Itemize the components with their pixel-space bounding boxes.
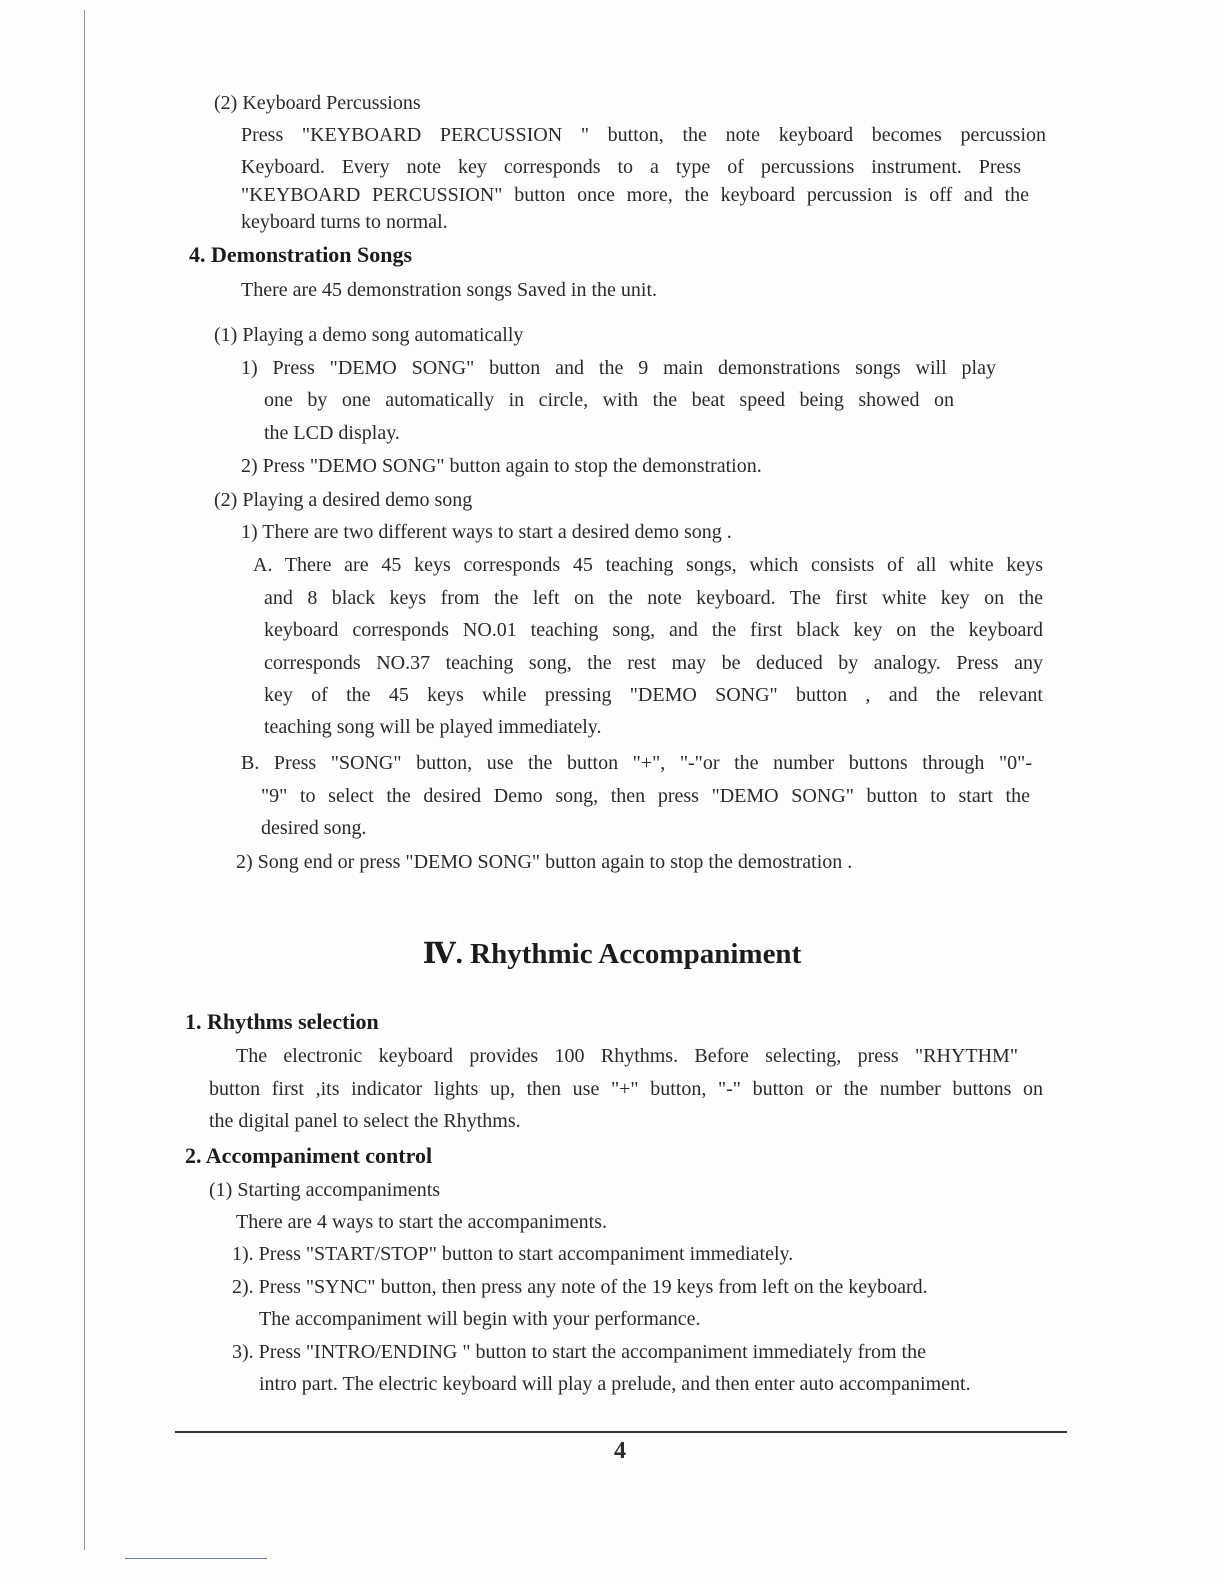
paragraph-line: and 8 black keys from the left on the note keyboard. The first white key on the (264, 587, 1043, 609)
footer-rule (175, 1431, 1067, 1433)
paragraph-line: There are 4 ways to start the accompaniments. (236, 1211, 607, 1233)
paragraph-line: one by one automatically in circle, with the beat speed being showed on (264, 389, 954, 411)
paragraph-line: teaching song will be played immediately. (264, 716, 602, 738)
paragraph-line: "9" to select the desired Demo song, then press "DEMO SONG" button to start the (261, 785, 1030, 807)
paragraph-line: key of the 45 keys while pressing "DEMO SONG" button , and the relevant (264, 684, 1043, 706)
paragraph-line: keyboard turns to normal. (241, 211, 448, 233)
section-heading: 2. Accompaniment control (185, 1143, 433, 1168)
subheading: (2) Playing a desired demo song (214, 489, 473, 511)
paragraph-line: intro part. The electric keyboard will play a prelude, and then enter auto accompaniment. (259, 1373, 971, 1395)
paragraph-line: The electronic keyboard provides 100 Rhythms. Before selecting, press "RHYTHM" (236, 1045, 1018, 1067)
paragraph-line: button first ,its indicator lights up, then use "+" button, "-" button or the number buttons on (209, 1078, 1043, 1100)
paragraph-line: The accompaniment will begin with your performance. (259, 1308, 701, 1330)
paragraph-line: keyboard corresponds NO.01 teaching song, and the first black key on the keyboard (264, 619, 1043, 641)
paragraph-line: There are 45 demonstration songs Saved in the unit. (241, 279, 658, 301)
subheading: (2) Keyboard Percussions (214, 92, 421, 114)
paragraph-line: 3). Press "INTRO/ENDING " button to start the accompaniment immediately from the (232, 1341, 926, 1363)
subheading: (1) Starting accompaniments (209, 1179, 441, 1201)
paragraph-line: 1) There are two different ways to start a desired demo song . (241, 521, 732, 543)
paragraph-line: Keyboard. Every note key corresponds to a type of percussions instrument. Press (241, 156, 1021, 178)
paragraph-line: 2) Press "DEMO SONG" button again to stop the demonstration. (241, 455, 762, 477)
scan-edge-line (84, 10, 85, 1550)
paragraph-line: 1). Press "START/STOP" button to start accompaniment immediately. (232, 1243, 794, 1265)
paragraph-line: desired song. (261, 817, 367, 839)
section-heading: 4. Demonstration Songs (189, 242, 413, 267)
paragraph-line: the LCD display. (264, 422, 400, 444)
paragraph-line: Press "KEYBOARD PERCUSSION " button, the note keyboard becomes percussion (241, 124, 1046, 146)
subheading: (1) Playing a demo song automatically (214, 324, 524, 346)
page-number: 4 (614, 1438, 626, 1464)
paragraph-line: corresponds NO.37 teaching song, the rest may be deduced by analogy. Press any (264, 652, 1043, 674)
chapter-title: Ⅳ. Rhythmic Accompaniment (422, 938, 802, 970)
paragraph-line: B. Press "SONG" button, use the button "+", "-"or the number buttons through "0"- (241, 752, 1032, 774)
paragraph-line: 2). Press "SYNC" button, then press any note of the 19 keys from left on the keyboard. (232, 1276, 928, 1298)
paragraph-line: A. There are 45 keys corresponds 45 teaching songs, which consists of all white keys (253, 554, 1043, 576)
paragraph-line: 2) Song end or press "DEMO SONG" button again to stop the demostration . (236, 851, 853, 873)
section-heading: 1. Rhythms selection (185, 1009, 379, 1034)
paragraph-line: the digital panel to select the Rhythms. (209, 1110, 521, 1132)
paragraph-line: 1) Press "DEMO SONG" button and the 9 main demonstrations songs will play (241, 357, 996, 379)
paragraph-line: "KEYBOARD PERCUSSION" button once more, the keyboard percussion is off and the (241, 184, 1029, 206)
scan-mark-line (125, 1558, 267, 1559)
